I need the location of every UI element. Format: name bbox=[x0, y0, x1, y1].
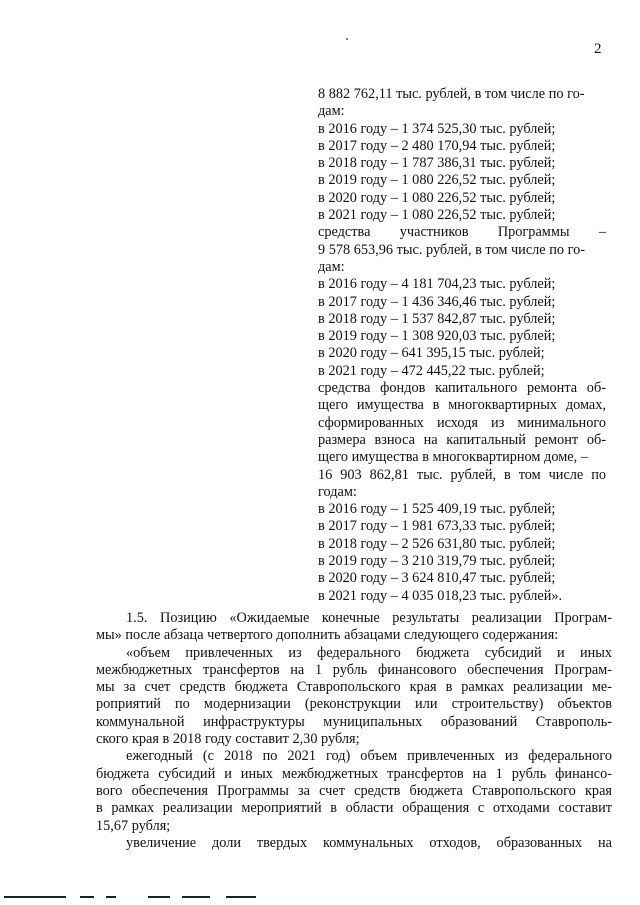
column-line: в 2021 году – 472 445,22 тыс. рублей; bbox=[318, 362, 545, 379]
body-line: мы» после абзаца четвертого дополнить абзацами следующего содержания: bbox=[96, 627, 559, 644]
body-line: 15,67 рубля; bbox=[96, 817, 171, 834]
column-line: в 2019 году – 3 210 319,79 тыс. рублей; bbox=[318, 553, 556, 570]
column-line: в 2020 году – 1 080 226,52 тыс. рублей; bbox=[318, 189, 556, 206]
bottom-rule-dash-1 bbox=[80, 896, 94, 898]
column-line: в 2017 году – 1 981 673,33 тыс. рублей; bbox=[318, 518, 556, 535]
column-line: в 2021 году – 1 080 226,52 тыс. рублей; bbox=[318, 207, 556, 224]
column-line: в 2016 году – 1 525 409,19 тыс. рублей; bbox=[318, 501, 556, 518]
body-line: межбюджетных трансфертов на 1 рубль финансового обеспечения Програм- bbox=[96, 661, 612, 678]
body-line: 1.5. Позицию «Ожидаемые конечные результаты реализации Програм- bbox=[126, 610, 612, 626]
body-line: ежегодный (с 2018 по 2021 год) объем привлеченных из федерального bbox=[126, 748, 612, 765]
column-line: в 2018 году – 1 787 386,31 тыс. рублей; bbox=[318, 155, 556, 172]
column-line: в 2020 году – 3 624 810,47 тыс. рублей; bbox=[318, 570, 556, 587]
column-line: 9 578 653,96 тыс. рублей, в том числе по го- bbox=[318, 241, 586, 258]
body-line: мы за счет средств бюджета Ставропольского края в рамках реализации ме- bbox=[96, 679, 612, 696]
scan-speck bbox=[346, 38, 348, 40]
body-line: коммунальной инфраструктуры муниципальных образований Ставрополь- bbox=[96, 713, 612, 730]
column-line: сформированных исходя из минимального bbox=[318, 414, 606, 431]
column-line: годам: bbox=[318, 483, 357, 500]
body-line: вого обеспечения Программы за счет средств бюджета Ставропольского края bbox=[96, 782, 612, 799]
column-line: в 2017 году – 2 480 170,94 тыс. рублей; bbox=[318, 137, 556, 154]
body-line: «объем привлеченных из федерального бюджета субсидий и иных bbox=[126, 644, 612, 661]
column-line: в 2018 году – 1 537 842,87 тыс. рублей; bbox=[318, 310, 556, 327]
bottom-rule-dash-2 bbox=[106, 896, 116, 898]
column-line: дам: bbox=[318, 103, 345, 120]
page-number: 2 bbox=[594, 41, 602, 57]
funding-column bbox=[318, 86, 606, 605]
bottom-rule-dash-3 bbox=[148, 896, 170, 898]
bottom-rule-dash-5 bbox=[226, 896, 256, 898]
amendment-body bbox=[96, 610, 612, 852]
bottom-rule-dash-4 bbox=[182, 896, 210, 898]
column-line: щего имущества в многоквартирном доме, – bbox=[318, 449, 588, 466]
column-line: в 2018 году – 2 526 631,80 тыс. рублей; bbox=[318, 535, 556, 552]
body-line: в рамках реализации мероприятий в области обращения с отходами составит bbox=[96, 800, 612, 817]
column-line: 16 903 862,81 тыс. рублей, в том числе по bbox=[318, 466, 606, 483]
column-line: средства участников Программы – bbox=[318, 224, 606, 241]
body-line: ского края в 2018 году составит 2,30 рубля; bbox=[96, 731, 360, 748]
column-line: в 2016 году – 1 374 525,30 тыс. рублей; bbox=[318, 120, 556, 137]
column-line: в 2016 году – 4 181 704,23 тыс. рублей; bbox=[318, 276, 556, 293]
column-line: размера взноса на капитальный ремонт об- bbox=[318, 431, 606, 448]
column-line: средства фондов капитального ремонта об- bbox=[318, 380, 606, 397]
column-line: 8 882 762,11 тыс. рублей, в том числе по го- bbox=[318, 86, 585, 102]
column-line: в 2021 году – 4 035 018,23 тыс. рублей». bbox=[318, 587, 563, 604]
body-line: роприятий по модернизации (реконструкции или строительству) объектов bbox=[96, 696, 612, 713]
column-line: дам: bbox=[318, 258, 345, 275]
column-line: в 2019 году – 1 308 920,03 тыс. рублей; bbox=[318, 328, 556, 345]
column-line: в 2017 году – 1 436 346,46 тыс. рублей; bbox=[318, 293, 556, 310]
column-line: щего имущества в многоквартирных домах, bbox=[318, 397, 606, 414]
bottom-rule-left bbox=[4, 896, 66, 898]
body-line: увеличение доли твердых коммунальных отходов, образованных на bbox=[126, 834, 612, 851]
body-line: бюджета субсидий и иных межбюджетных трансфертов на 1 рубль финансо- bbox=[96, 765, 612, 782]
column-line: в 2020 году – 641 395,15 тыс. рублей; bbox=[318, 345, 545, 362]
column-line: в 2019 году – 1 080 226,52 тыс. рублей; bbox=[318, 172, 556, 189]
